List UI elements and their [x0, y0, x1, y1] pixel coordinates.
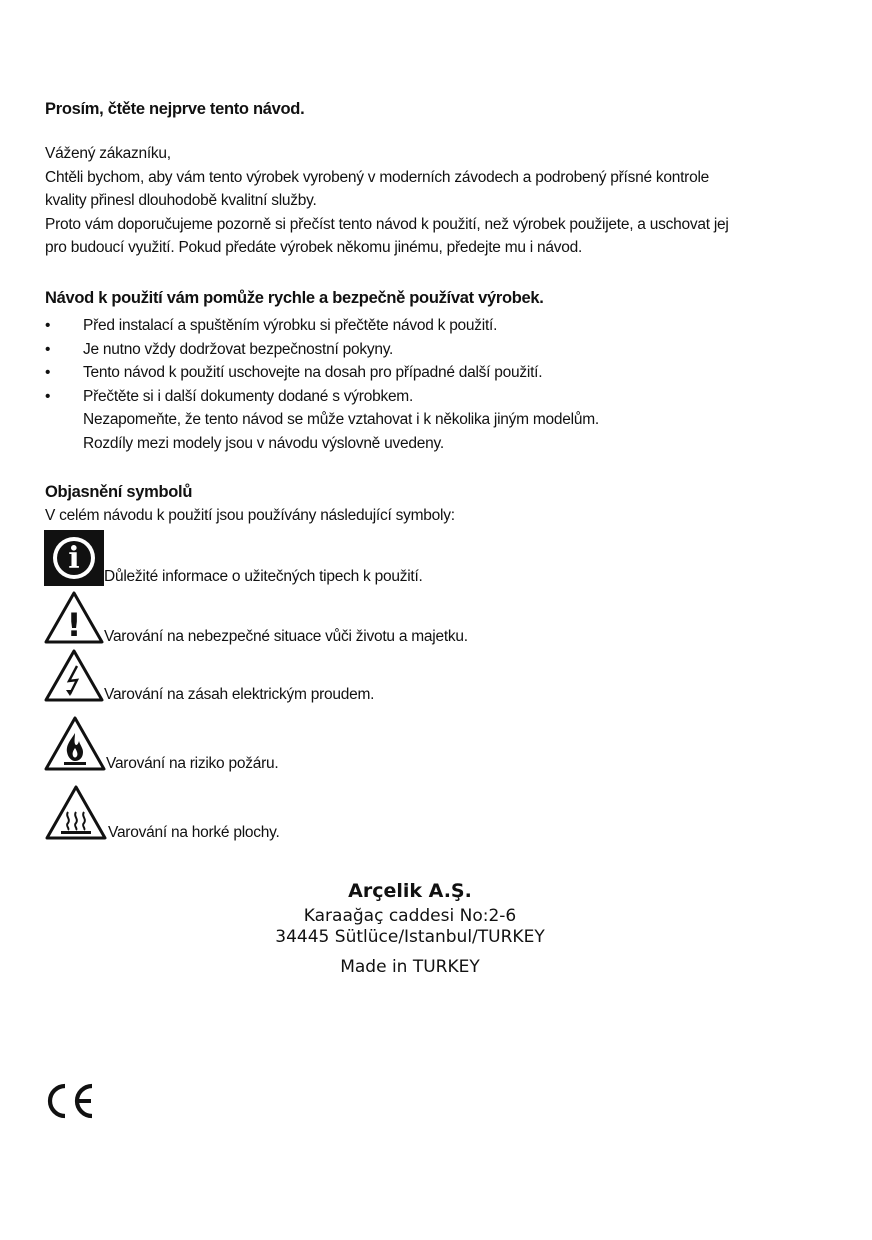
- intro-line-2: kvality přinesl dlouhodobě kvalitní služby.: [45, 192, 317, 210]
- warning-glyph: !: [66, 606, 82, 644]
- bullet-icon: •: [45, 317, 51, 334]
- symbol-row-info: [44, 530, 423, 586]
- symbol-label-hot-surface: Varování na horké plochy.: [108, 824, 280, 841]
- symbol-row-electric: [44, 648, 374, 704]
- bullet-icon: •: [45, 340, 51, 358]
- bullet-icon: •: [45, 387, 51, 405]
- list-item: • Je nutno vždy dodržovat bezpečnostní pokyny.: [45, 338, 825, 362]
- symbol-label-info: Důležité informace o užitečných tipech k použití.: [104, 568, 423, 585]
- symbol-row-fire: [44, 715, 278, 773]
- list-item-note: Nezapomeňte, že tento návod se může vztahovat i k několika jiným modelům.: [83, 411, 599, 429]
- symbol-row-warning: [44, 590, 468, 646]
- made-in: Made in TURKEY: [340, 957, 480, 977]
- warning-icon: [44, 590, 104, 646]
- intro-greeting: Vážený zákazníku,: [45, 145, 171, 162]
- list-item-note: Rozdíly mezi modely jsou v návodu výslovně uvedeny.: [83, 434, 444, 452]
- intro-line-4: pro budoucí využití. Pokud předáte výrobek někomu jinému, předejte mu i návod.: [45, 239, 583, 257]
- list-item: • Přečtěte si i další dokumenty dodané s výrobkem.: [45, 385, 825, 409]
- symbols-intro: V celém návodu k použití jsou používány následující symboly:: [45, 507, 455, 524]
- intro-line-1: Chtěli bychom, aby vám tento výrobek vyrobený v moderních závodech a podrobený přísné kontrole: [45, 168, 710, 186]
- info-glyph: i: [68, 541, 80, 576]
- company-city: 34445 Sütlüce/Istanbul/TURKEY: [275, 927, 545, 947]
- symbol-label-warning: Varování na nebezpečné situace vůči životu a majetku.: [104, 628, 468, 645]
- heading-symbols: Objasnění symbolů: [45, 483, 193, 501]
- list-item: • Před instalací a spuštěním výrobku si přečtěte návod k použití.: [45, 314, 825, 338]
- fire-hazard-icon: [44, 715, 106, 773]
- symbol-row-hot-surface: [44, 784, 280, 842]
- usage-bullet-list: [45, 314, 825, 456]
- company-name: Arçelik A.Ş.: [348, 880, 472, 902]
- intro-text: [45, 142, 845, 260]
- list-item: • Tento návod k použití uschovejte na dosah pro případné další použití.: [45, 361, 825, 385]
- info-icon: [44, 530, 104, 586]
- electric-shock-icon: [44, 648, 104, 704]
- intro-line-3: Proto vám doporučujeme pozorně si přečíst tento návod k použití, než výrobek použijete, a uschovat jej: [45, 215, 729, 233]
- hot-surface-icon: [44, 784, 108, 842]
- bullet-icon: •: [45, 364, 51, 382]
- heading-read-first: Prosím, čtěte nejprve tento návod.: [45, 100, 305, 118]
- symbol-label-fire: Varování na riziko požáru.: [106, 755, 279, 772]
- symbol-label-electric: Varování na zásah elektrickým proudem.: [104, 686, 375, 703]
- company-street: Karaağaç caddesi No:2-6: [303, 906, 517, 926]
- ce-mark-icon: [44, 1082, 96, 1120]
- heading-usage: Návod k použití vám pomůže rychle a bezpečně používat výrobek.: [45, 289, 544, 307]
